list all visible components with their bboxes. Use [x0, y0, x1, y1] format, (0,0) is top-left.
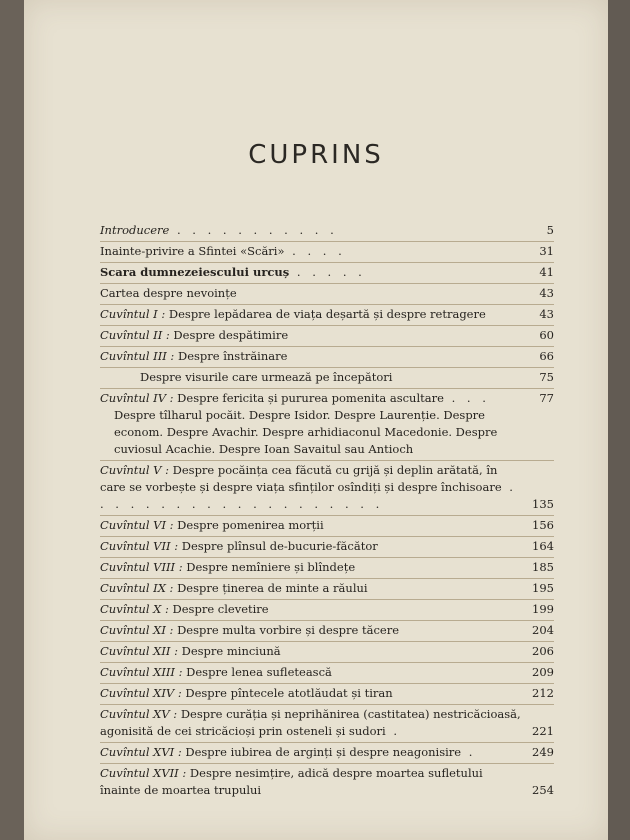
entry-label: Introducere — [100, 223, 170, 237]
entry-text: Despre clevetire — [168, 602, 269, 616]
table-of-contents — [100, 222, 554, 799]
entry-text: Despre fericita și pururea pomenita ascultare — [173, 391, 444, 405]
entry-text: Scara dumnezeiescului urcuș — [100, 265, 290, 279]
entry-leader: . — [461, 745, 477, 759]
entry-leader: . — [385, 724, 402, 738]
entry-text: Despre despătimire — [169, 328, 289, 342]
divider — [100, 557, 554, 558]
entry-page-number: 31 — [539, 244, 554, 258]
entry-page-number: 221 — [532, 724, 554, 738]
divider — [100, 241, 554, 242]
toc-entry — [100, 264, 554, 281]
divider — [100, 662, 554, 663]
entry-text: Despre plînsul de-bucurie-făcător — [178, 539, 378, 553]
entry-page-number: 199 — [532, 602, 554, 616]
entry-label: Cuvîntul X : — [100, 602, 169, 616]
page-title: CUPRINS — [248, 140, 384, 170]
toc-entry — [100, 306, 554, 323]
entry-page-number: 77 — [539, 391, 554, 405]
entry-label: Cuvîntul III : — [100, 349, 175, 363]
divider — [100, 346, 554, 347]
entry-label: Cuvîntul V : — [100, 463, 169, 477]
entry-page-number: 209 — [532, 665, 554, 679]
entry-subtext: Despre visurile care urmează pe începători — [140, 370, 393, 384]
toc-entry — [100, 369, 554, 386]
divider — [100, 763, 554, 764]
toc-entry — [100, 285, 554, 302]
entry-text: Despre lepădarea de viața deșartă și despre retragere — [165, 307, 486, 321]
entry-page-number: 164 — [532, 539, 554, 553]
entry-page-number: 60 — [539, 328, 554, 342]
toc-entry — [100, 348, 554, 365]
entry-label: Cuvîntul VII : — [100, 539, 179, 553]
entry-text: Despre nesimțire, adică despre moartea sufletului înainte de moartea trupului — [100, 766, 483, 797]
entry-page-number: 43 — [539, 286, 554, 300]
background-right — [608, 0, 630, 840]
entry-leader: . . . . . . . . . . . — [169, 223, 338, 237]
toc-entry — [100, 462, 554, 513]
entry-label: Cuvîntul XV : — [100, 707, 178, 721]
entry-page-number: 195 — [532, 581, 554, 595]
divider — [100, 683, 554, 684]
entry-page-number: 206 — [532, 644, 554, 658]
divider — [100, 304, 554, 305]
entry-leader: . . . . — [284, 244, 346, 258]
entry-page-number: 43 — [539, 307, 554, 321]
entry-text: Despre lenea sufletească — [182, 665, 332, 679]
toc-entry — [100, 517, 554, 534]
entry-subtext: Despre tîlharul pocăit. Despre Isidor. Despre Laurenție. Despre econom. Despre Avachir. Despre arhidiaconul Macedonie. Despre cuviosul Acachie. Despre Ioan Savaitul sau Antioch — [114, 408, 498, 456]
toc-entry — [100, 601, 554, 618]
entry-label: Cuvîntul IV : — [100, 391, 174, 405]
entry-page-number: 5 — [546, 223, 554, 237]
entry-page-number: 185 — [532, 560, 554, 574]
divider — [100, 515, 554, 516]
toc-entry — [100, 643, 554, 660]
entry-text: Despre pomenirea morții — [173, 518, 324, 532]
toc-entry — [100, 222, 554, 239]
entry-text: Despre multa vorbire și despre tăcere — [173, 623, 400, 637]
entry-text: Inainte-privire a Sfintei «Scări» — [100, 244, 285, 258]
divider — [100, 283, 554, 284]
divider — [100, 599, 554, 600]
toc-entry — [100, 559, 554, 576]
divider — [100, 262, 554, 263]
toc-entry — [100, 243, 554, 260]
entry-label: Cuvîntul XVII : — [100, 766, 187, 780]
entry-text: Despre nemîniere și blîndețe — [182, 560, 356, 574]
entry-text: Despre curăția și neprihănirea (castitatea) nestricăcioasă, agonisită de cei stricăcioși prin osteneli și sudori — [100, 707, 521, 738]
toc-entry — [100, 580, 554, 597]
entry-label: Cuvîntul IX : — [100, 581, 174, 595]
entry-label: Cuvîntul XIII : — [100, 665, 183, 679]
entry-label: Cuvîntul XII : — [100, 644, 178, 658]
toc-entry — [100, 706, 554, 740]
entry-page-number: 204 — [532, 623, 554, 637]
toc-entry — [100, 765, 554, 799]
entry-leader: . . . . . . . . . . . . . . . . . . . . — [100, 480, 517, 511]
entry-text: Despre înstrăinare — [174, 349, 288, 363]
entry-text: Despre minciună — [177, 644, 281, 658]
divider — [100, 641, 554, 642]
toc-entry — [100, 664, 554, 681]
divider — [100, 742, 554, 743]
book-page — [24, 0, 608, 840]
entry-text: Despre iubirea de arginți și despre neagonisire — [181, 745, 462, 759]
toc-entry — [100, 538, 554, 555]
entry-text: Cartea despre nevoințe — [100, 286, 237, 300]
entry-label: Cuvîntul XVI : — [100, 745, 182, 759]
toc-entry — [100, 622, 554, 639]
entry-leader: . . . — [443, 391, 490, 405]
entry-text: Despre pocăința cea făcută cu grijă și deplin arătată, în care se vorbește și despre viața sfinților osîndiți și despre închisoare — [100, 463, 502, 494]
divider — [100, 620, 554, 621]
entry-label: Cuvîntul XI : — [100, 623, 174, 637]
divider — [100, 460, 554, 461]
entry-page-number: 254 — [532, 783, 554, 797]
toc-entry — [100, 744, 554, 761]
divider — [100, 367, 554, 368]
divider — [100, 578, 554, 579]
entry-page-number: 156 — [532, 518, 554, 532]
entry-page-number: 135 — [532, 497, 554, 511]
entry-label: Cuvîntul II : — [100, 328, 170, 342]
divider — [100, 388, 554, 389]
toc-entry — [100, 685, 554, 702]
toc-entry — [100, 327, 554, 344]
entry-text: Despre pîntecele atotlăudat și tiran — [181, 686, 393, 700]
entry-text: Despre ținerea de minte a răului — [173, 581, 368, 595]
entry-label: Cuvîntul VIII : — [100, 560, 183, 574]
entry-page-number: 41 — [539, 265, 554, 279]
entry-label: Cuvîntul I : — [100, 307, 166, 321]
entry-page-number: 66 — [539, 349, 554, 363]
entry-page-number: 249 — [532, 745, 554, 759]
background-left — [0, 0, 24, 840]
toc-entry — [100, 390, 554, 458]
entry-page-number: 212 — [532, 686, 554, 700]
entry-leader: . . . . . — [289, 265, 366, 279]
divider — [100, 325, 554, 326]
entry-label: Cuvîntul VI : — [100, 518, 174, 532]
entry-label: Cuvîntul XIV : — [100, 686, 182, 700]
divider — [100, 536, 554, 537]
entry-page-number: 75 — [539, 370, 554, 384]
divider — [100, 704, 554, 705]
